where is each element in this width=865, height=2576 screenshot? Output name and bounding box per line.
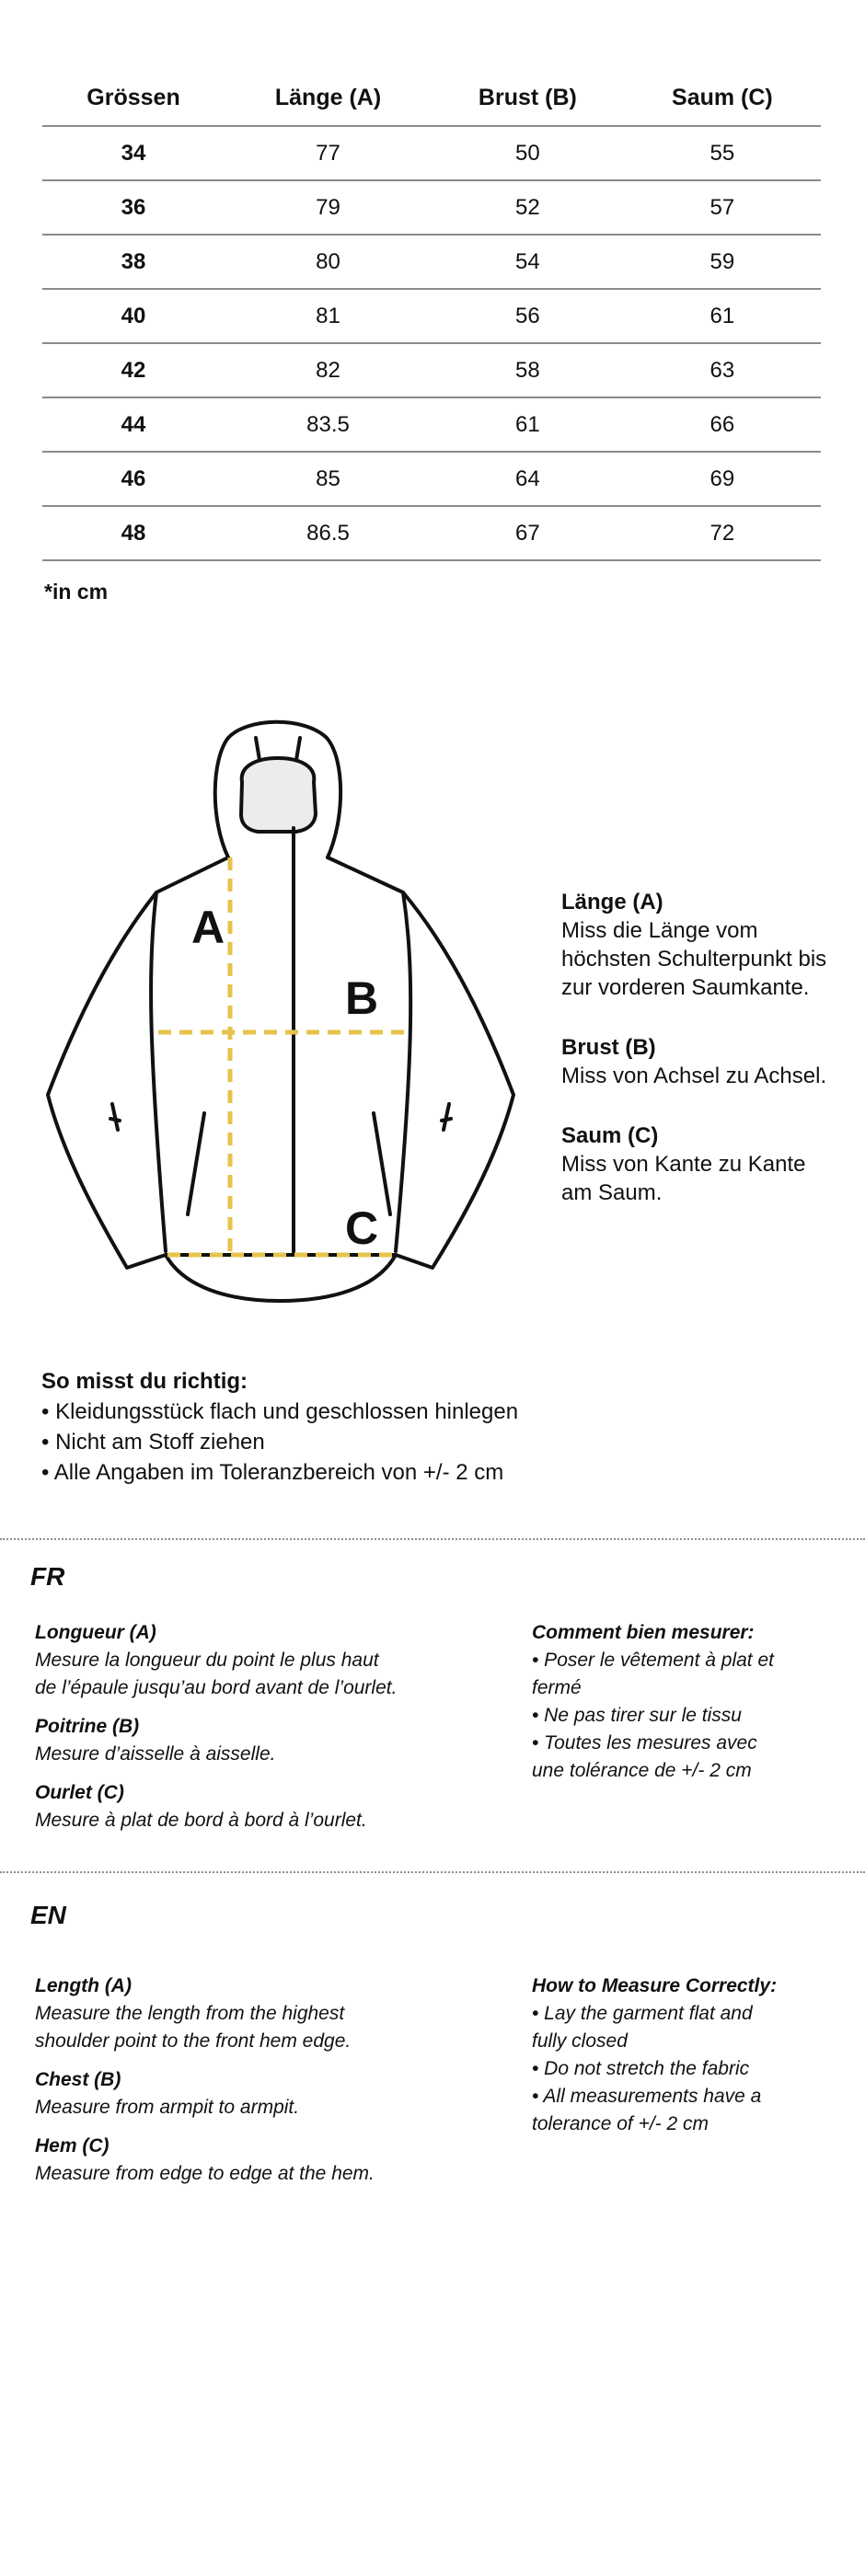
length-cell: 83.5 bbox=[225, 397, 432, 452]
en-howto-line: fully closed bbox=[532, 2030, 628, 2052]
fr-howto-line: • Ne pas tirer sur le tissu bbox=[532, 1705, 742, 1726]
chest-cell: 67 bbox=[432, 506, 624, 560]
fr-heading: FR bbox=[30, 1562, 65, 1591]
length-cell: 79 bbox=[225, 180, 432, 235]
legend-line: Miss die Länge vom bbox=[561, 918, 758, 943]
length-cell: 82 bbox=[225, 343, 432, 397]
table-row bbox=[42, 126, 821, 180]
howto-de-title: So misst du richtig: bbox=[41, 1369, 248, 1394]
size-cell: 46 bbox=[42, 452, 225, 506]
table-row bbox=[42, 180, 821, 235]
fr-hem bbox=[35, 1779, 495, 1834]
table-row bbox=[42, 452, 821, 506]
fr-howto-line: une tolérance de +/- 2 cm bbox=[532, 1760, 752, 1781]
en-howto-line: • All measurements have a bbox=[532, 2086, 762, 2107]
hem-cell: 63 bbox=[624, 343, 821, 397]
size-cell: 36 bbox=[42, 180, 225, 235]
diagram-label-c: C bbox=[345, 1202, 379, 1254]
unit-note: *in cm bbox=[44, 580, 109, 604]
table-header-row bbox=[42, 70, 821, 126]
table-row bbox=[42, 397, 821, 452]
fr-length bbox=[35, 1619, 495, 1702]
en-chest-title: Chest (B) bbox=[35, 2069, 121, 2090]
fr-chest bbox=[35, 1713, 495, 1768]
fr-hem-title: Ourlet (C) bbox=[35, 1782, 124, 1803]
hem-cell: 72 bbox=[624, 506, 821, 560]
en-line: Measure from armpit to armpit. bbox=[35, 2097, 300, 2118]
en-length-title: Length (A) bbox=[35, 1975, 132, 1996]
size-table bbox=[42, 70, 821, 561]
legend-length-title: Länge (A) bbox=[561, 890, 663, 914]
length-cell: 80 bbox=[225, 235, 432, 289]
legend-line: am Saum. bbox=[561, 1180, 663, 1205]
measurement-legend-de bbox=[561, 888, 847, 1238]
size-cell: 34 bbox=[42, 126, 225, 180]
diagram-label-b: B bbox=[345, 972, 379, 1024]
fr-howto-line: • Toutes les mesures avec bbox=[532, 1732, 757, 1754]
en-heading: EN bbox=[30, 1901, 66, 1929]
howto-de-item: • Nicht am Stoff ziehen bbox=[41, 1430, 265, 1455]
fr-line: de l’épaule jusqu’au bord avant de l’ourlet. bbox=[35, 1677, 398, 1698]
length-cell: 86.5 bbox=[225, 506, 432, 560]
legend-line: zur vorderen Saumkante. bbox=[561, 975, 810, 1000]
en-hem bbox=[35, 2133, 495, 2188]
chest-cell: 52 bbox=[432, 180, 624, 235]
column-header: Länge (A) bbox=[274, 84, 382, 110]
en-line: Measure from edge to edge at the hem. bbox=[35, 2163, 375, 2184]
legend-hem-title: Saum (C) bbox=[561, 1123, 659, 1148]
hem-cell: 57 bbox=[624, 180, 821, 235]
legend-chest bbox=[561, 1033, 847, 1090]
hem-cell: 69 bbox=[624, 452, 821, 506]
chest-cell: 56 bbox=[432, 289, 624, 343]
chest-cell: 61 bbox=[432, 397, 624, 452]
en-howto-title: How to Measure Correctly: bbox=[532, 1975, 778, 1996]
legend-line: Miss von Achsel zu Achsel. bbox=[561, 1064, 827, 1088]
size-cell: 38 bbox=[42, 235, 225, 289]
jacket-measurement-diagram bbox=[28, 662, 543, 1325]
hem-cell: 55 bbox=[624, 126, 821, 180]
fr-howto-line: fermé bbox=[532, 1677, 582, 1698]
legend-length bbox=[561, 888, 847, 1002]
fr-length-title: Longueur (A) bbox=[35, 1622, 156, 1643]
chest-cell: 58 bbox=[432, 343, 624, 397]
length-cell: 85 bbox=[225, 452, 432, 506]
chest-cell: 50 bbox=[432, 126, 624, 180]
jacket-body-outline bbox=[48, 857, 513, 1301]
table-row bbox=[42, 289, 821, 343]
size-cell: 44 bbox=[42, 397, 225, 452]
column-header: Grössen bbox=[86, 84, 180, 110]
chest-cell: 54 bbox=[432, 235, 624, 289]
legend-line: höchsten Schulterpunkt bis bbox=[561, 947, 827, 972]
size-cell: 42 bbox=[42, 343, 225, 397]
hood-opening bbox=[241, 758, 316, 832]
fr-howto bbox=[532, 1619, 836, 1785]
en-howto bbox=[532, 1972, 836, 2138]
hem-cell: 59 bbox=[624, 235, 821, 289]
en-line: Measure the length from the highest bbox=[35, 2003, 345, 2024]
en-howto-line: • Lay the garment flat and bbox=[532, 2003, 753, 2024]
en-measurements bbox=[35, 1972, 495, 2199]
column-header: Brust (B) bbox=[478, 84, 577, 110]
howto-de-item: • Alle Angaben im Toleranzbereich von +/- 2 cm bbox=[41, 1460, 504, 1485]
legend-line: Miss von Kante zu Kante bbox=[561, 1152, 806, 1177]
fr-measurements bbox=[35, 1619, 495, 1846]
legend-hem bbox=[561, 1121, 847, 1207]
left-drawcord bbox=[110, 1104, 120, 1130]
size-cell: 40 bbox=[42, 289, 225, 343]
legend-chest-title: Brust (B) bbox=[561, 1035, 656, 1060]
fr-chest-title: Poitrine (B) bbox=[35, 1716, 140, 1737]
en-length bbox=[35, 1972, 495, 2055]
fr-line: Mesure la longueur du point le plus haut bbox=[35, 1650, 379, 1671]
section-divider bbox=[0, 1871, 865, 1873]
en-chest bbox=[35, 2066, 495, 2122]
right-drawcord bbox=[442, 1104, 451, 1130]
length-cell: 81 bbox=[225, 289, 432, 343]
en-howto-line: tolerance of +/- 2 cm bbox=[532, 2113, 709, 2134]
chest-cell: 64 bbox=[432, 452, 624, 506]
fr-howto-title: Comment bien mesurer: bbox=[532, 1622, 755, 1643]
section-divider bbox=[0, 1538, 865, 1540]
table-row bbox=[42, 506, 821, 560]
right-pocket bbox=[374, 1113, 390, 1214]
en-howto-line: • Do not stretch the fabric bbox=[532, 2058, 750, 2079]
en-line: shoulder point to the front hem edge. bbox=[35, 2030, 352, 2052]
right-sleeve-seam bbox=[396, 892, 410, 1251]
howto-de bbox=[41, 1366, 833, 1488]
column-header: Saum (C) bbox=[672, 84, 773, 110]
hem-cell: 61 bbox=[624, 289, 821, 343]
length-cell: 77 bbox=[225, 126, 432, 180]
diagram-label-a: A bbox=[191, 902, 225, 953]
left-pocket bbox=[188, 1113, 204, 1214]
fr-line: Mesure d’aisselle à aisselle. bbox=[35, 1743, 276, 1765]
table-row bbox=[42, 343, 821, 397]
howto-de-item: • Kleidungsstück flach und geschlossen hinlegen bbox=[41, 1399, 519, 1424]
table-row bbox=[42, 235, 821, 289]
left-sleeve-seam bbox=[151, 892, 166, 1251]
fr-line: Mesure à plat de bord à bord à l’ourlet. bbox=[35, 1810, 367, 1831]
en-hem-title: Hem (C) bbox=[35, 2135, 110, 2156]
fr-howto-line: • Poser le vêtement à plat et bbox=[532, 1650, 774, 1671]
size-cell: 48 bbox=[42, 506, 225, 560]
hem-cell: 66 bbox=[624, 397, 821, 452]
